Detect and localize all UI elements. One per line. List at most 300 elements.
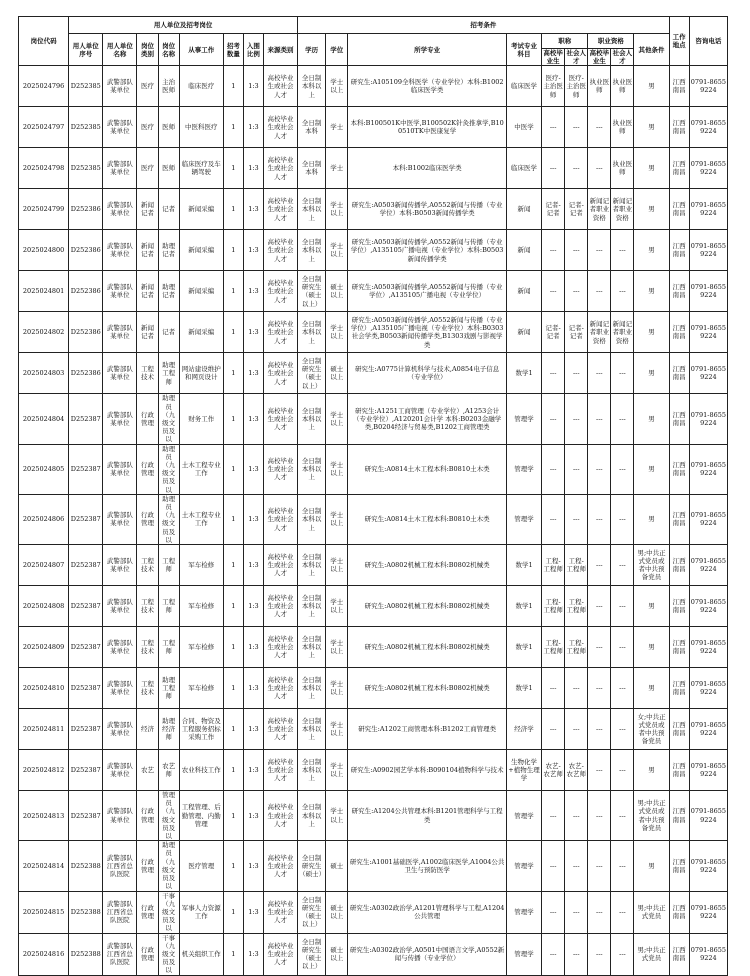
cell-post-type: 行政管理 bbox=[137, 841, 158, 891]
cell-count: 1 bbox=[223, 148, 243, 189]
cell-post-type: 行政管理 bbox=[137, 891, 158, 933]
cell-work-place: 江西南昌 bbox=[669, 841, 689, 891]
cell-source: 高校毕业生或社会人才 bbox=[263, 891, 297, 933]
cell-source: 高校毕业生或社会人才 bbox=[263, 545, 297, 586]
cell-cert-graduate: --- bbox=[588, 494, 611, 544]
table-header bbox=[19, 17, 728, 66]
cell-work-place: 江西南昌 bbox=[669, 394, 689, 444]
cell-title-social: --- bbox=[565, 148, 588, 189]
cell-other: 男;中共正式党员 bbox=[634, 891, 669, 933]
cell-unit-name: 武警部队某单位 bbox=[103, 107, 137, 148]
cell-phone: 0791-86559224 bbox=[689, 750, 727, 791]
cell-unit-name: 武警部队某单位 bbox=[103, 189, 137, 230]
cell-work-place: 江西南昌 bbox=[669, 933, 689, 975]
cell-unit-seq: D252387 bbox=[69, 627, 103, 668]
cell-title-social: 记者-记者 bbox=[565, 189, 588, 230]
cell-exam-subject: 新闻 bbox=[506, 230, 541, 271]
cell-other: 男 bbox=[634, 353, 669, 394]
cell-title-social: 农艺-农艺师 bbox=[565, 750, 588, 791]
cell-major: 研究生:A0302政治学,A1201管理科学与工程,A1204公共管理 bbox=[348, 891, 507, 933]
cell-count: 1 bbox=[223, 750, 243, 791]
cell-cert-graduate: 新闻记者职业资格 bbox=[588, 312, 611, 353]
cell-work-place: 江西南昌 bbox=[669, 444, 689, 494]
header-post-code: 岗位代码 bbox=[19, 17, 69, 66]
cell-title-social: 记者-记者 bbox=[565, 312, 588, 353]
cell-exam-subject: 管理学 bbox=[506, 933, 541, 975]
cell-ratio: 1:3 bbox=[243, 230, 263, 271]
cell-cert-social: --- bbox=[611, 586, 634, 627]
cell-post-name: 工程师 bbox=[158, 627, 179, 668]
cell-degree: 学士以上 bbox=[326, 394, 348, 444]
cell-phone: 0791-86559224 bbox=[689, 494, 727, 544]
cell-cert-social: --- bbox=[611, 394, 634, 444]
cell-post-type: 行政管理 bbox=[137, 933, 158, 975]
cell-other: 男 bbox=[634, 230, 669, 271]
cell-post-name: 干事（九级文员及以 bbox=[158, 933, 179, 975]
cell-title-graduate: 记者-记者 bbox=[542, 189, 565, 230]
cell-unit-name: 武警部队某单位 bbox=[103, 750, 137, 791]
cell-work: 军车检修 bbox=[179, 586, 223, 627]
cell-post-code: 2025024805 bbox=[19, 444, 69, 494]
cell-ratio: 1:3 bbox=[243, 933, 263, 975]
cell-exam-subject: 管理学 bbox=[506, 494, 541, 544]
cell-education: 全日制本科以上 bbox=[298, 668, 326, 709]
cell-phone: 0791-86559224 bbox=[689, 791, 727, 841]
recruitment-table-page bbox=[18, 16, 728, 976]
cell-work-place: 江西南昌 bbox=[669, 107, 689, 148]
cell-title-social: --- bbox=[565, 891, 588, 933]
cell-post-type: 工程技术 bbox=[137, 353, 158, 394]
table-row bbox=[19, 545, 728, 586]
cell-ratio: 1:3 bbox=[243, 586, 263, 627]
cell-degree: 学士 bbox=[326, 148, 348, 189]
cell-education: 全日制本科 bbox=[298, 107, 326, 148]
cell-unit-seq: D252387 bbox=[69, 494, 103, 544]
cell-other: 男 bbox=[634, 841, 669, 891]
cell-post-code: 2025024804 bbox=[19, 394, 69, 444]
cell-count: 1 bbox=[223, 312, 243, 353]
cell-unit-seq: D252386 bbox=[69, 353, 103, 394]
cell-count: 1 bbox=[223, 230, 243, 271]
cell-ratio: 1:3 bbox=[243, 271, 263, 312]
cell-cert-graduate: --- bbox=[588, 668, 611, 709]
cell-ratio: 1:3 bbox=[243, 545, 263, 586]
cell-education: 全日制研究生（硕士以上） bbox=[298, 271, 326, 312]
cell-unit-name: 武警部队某单位 bbox=[103, 271, 137, 312]
header-phone: 咨询电话 bbox=[689, 17, 727, 66]
cell-major: 本科:B100501K中医学,B100502K针灸推拿学,B100510TK中医康复学 bbox=[348, 107, 507, 148]
cell-ratio: 1:3 bbox=[243, 668, 263, 709]
cell-phone: 0791-86559224 bbox=[689, 668, 727, 709]
cell-major: 研究生:A0302政治学,A0501中国语言文学,A0552新闻与传播（专业学位） bbox=[348, 933, 507, 975]
cell-phone: 0791-86559224 bbox=[689, 66, 727, 107]
cell-title-graduate: --- bbox=[542, 791, 565, 841]
cell-unit-seq: D252387 bbox=[69, 545, 103, 586]
cell-title-graduate: 医疗-主治医师 bbox=[542, 66, 565, 107]
cell-unit-seq: D252387 bbox=[69, 709, 103, 750]
cell-unit-seq: D252385 bbox=[69, 107, 103, 148]
cell-unit-seq: D252385 bbox=[69, 66, 103, 107]
cell-major: 研究生:A0802机械工程本科:B0802机械类 bbox=[348, 586, 507, 627]
cell-degree: 学士以上 bbox=[326, 627, 348, 668]
cell-post-name: 助理员（九级文员及以 bbox=[158, 444, 179, 494]
cell-education: 全日制本科以上 bbox=[298, 627, 326, 668]
header-work: 从事工作 bbox=[179, 34, 223, 66]
cell-cert-graduate: --- bbox=[588, 394, 611, 444]
cell-unit-name: 武警部队某单位 bbox=[103, 353, 137, 394]
cell-cert-graduate: --- bbox=[588, 709, 611, 750]
cell-cert-graduate: --- bbox=[588, 545, 611, 586]
cell-title-graduate: 工程-工程师 bbox=[542, 627, 565, 668]
cell-post-type: 农艺 bbox=[137, 750, 158, 791]
cell-work: 合同、物资及工程服务招标采购工作 bbox=[179, 709, 223, 750]
cell-source: 高校毕业生或社会人才 bbox=[263, 353, 297, 394]
cell-unit-seq: D252387 bbox=[69, 668, 103, 709]
cell-other: 男 bbox=[634, 148, 669, 189]
cell-title-social: --- bbox=[565, 444, 588, 494]
cell-post-name: 助理记者 bbox=[158, 271, 179, 312]
table-body bbox=[19, 66, 728, 975]
cell-source: 高校毕业生或社会人才 bbox=[263, 394, 297, 444]
cell-exam-subject: 新闻 bbox=[506, 271, 541, 312]
table-row bbox=[19, 271, 728, 312]
cell-work: 土木工程专业工作 bbox=[179, 494, 223, 544]
cell-source: 高校毕业生或社会人才 bbox=[263, 750, 297, 791]
cell-post-type: 行政管理 bbox=[137, 444, 158, 494]
cell-degree: 学士以上 bbox=[326, 668, 348, 709]
cell-source: 高校毕业生或社会人才 bbox=[263, 189, 297, 230]
cell-title-graduate: --- bbox=[542, 271, 565, 312]
cell-cert-graduate: --- bbox=[588, 230, 611, 271]
cell-degree: 学士以上 bbox=[326, 444, 348, 494]
cell-unit-name: 武警部队某单位 bbox=[103, 545, 137, 586]
cell-title-social: --- bbox=[565, 841, 588, 891]
cell-source: 高校毕业生或社会人才 bbox=[263, 312, 297, 353]
cell-unit-name: 武警部队某单位 bbox=[103, 444, 137, 494]
cell-title-social: --- bbox=[565, 791, 588, 841]
cell-phone: 0791-86559224 bbox=[689, 545, 727, 586]
cell-work-place: 江西南昌 bbox=[669, 189, 689, 230]
cell-ratio: 1:3 bbox=[243, 312, 263, 353]
cell-unit-seq: D252387 bbox=[69, 444, 103, 494]
table-row bbox=[19, 66, 728, 107]
header-title-graduate: 高校毕业生 bbox=[543, 49, 563, 66]
cell-title-social: --- bbox=[565, 668, 588, 709]
cell-count: 1 bbox=[223, 586, 243, 627]
cell-unit-seq: D252386 bbox=[69, 189, 103, 230]
cell-exam-subject: 数学1 bbox=[506, 668, 541, 709]
cell-unit-name: 武警部队某单位 bbox=[103, 668, 137, 709]
table-row bbox=[19, 189, 728, 230]
cell-title-social: 工程-工程师 bbox=[565, 545, 588, 586]
cell-title-graduate: 记者-记者 bbox=[542, 312, 565, 353]
cell-title-social: 工程-工程师 bbox=[565, 627, 588, 668]
cell-source: 高校毕业生或社会人才 bbox=[263, 230, 297, 271]
cell-other: 男 bbox=[634, 107, 669, 148]
header-title-group: 职称 bbox=[542, 34, 588, 49]
cell-work-place: 江西南昌 bbox=[669, 891, 689, 933]
header-post-name: 岗位名称 bbox=[158, 34, 179, 66]
recruitment-table bbox=[18, 16, 728, 976]
cell-work-place: 江西南昌 bbox=[669, 230, 689, 271]
cell-work-place: 江西南昌 bbox=[669, 791, 689, 841]
table-row bbox=[19, 627, 728, 668]
cell-post-type: 工程技术 bbox=[137, 586, 158, 627]
cell-post-code: 2025024800 bbox=[19, 230, 69, 271]
cell-cert-graduate: --- bbox=[588, 353, 611, 394]
cell-title-graduate: --- bbox=[542, 107, 565, 148]
cell-major: 研究生:A0802机械工程本科:B0802机械类 bbox=[348, 627, 507, 668]
cell-work: 新闻采编 bbox=[179, 230, 223, 271]
cell-education: 全日制本科以上 bbox=[298, 189, 326, 230]
cell-phone: 0791-86559224 bbox=[689, 394, 727, 444]
cell-phone: 0791-86559224 bbox=[689, 841, 727, 891]
cell-unit-name: 武警部队某单位 bbox=[103, 230, 137, 271]
header-unit-name: 用人单位名称 bbox=[103, 34, 137, 66]
cell-title-graduate: 工程-工程师 bbox=[542, 586, 565, 627]
cell-title-graduate: 工程-工程师 bbox=[542, 545, 565, 586]
cell-exam-subject: 临床医学 bbox=[506, 148, 541, 189]
cell-post-type: 医疗 bbox=[137, 148, 158, 189]
cell-post-code: 2025024799 bbox=[19, 189, 69, 230]
cell-other: 男 bbox=[634, 271, 669, 312]
cell-work: 网站建设维护和网页设计 bbox=[179, 353, 223, 394]
cell-other: 男;中共正式党员或者中共预备党员 bbox=[634, 791, 669, 841]
cell-work-place: 江西南昌 bbox=[669, 148, 689, 189]
table-row bbox=[19, 230, 728, 271]
cell-unit-seq: D252386 bbox=[69, 230, 103, 271]
table-row bbox=[19, 444, 728, 494]
cell-exam-subject: 数学1 bbox=[506, 545, 541, 586]
cell-work: 财务工作 bbox=[179, 394, 223, 444]
cell-cert-graduate: --- bbox=[588, 791, 611, 841]
cell-cert-graduate: 执业医师 bbox=[588, 66, 611, 107]
cell-major: 研究生:A0802机械工程本科:B0802机械类 bbox=[348, 545, 507, 586]
cell-cert-social: 新闻记者职业资格 bbox=[611, 312, 634, 353]
cell-cert-social: 新闻记者职业资格 bbox=[611, 189, 634, 230]
cell-ratio: 1:3 bbox=[243, 891, 263, 933]
cell-work-place: 江西南昌 bbox=[669, 353, 689, 394]
cell-cert-graduate: 新闻记者职业资格 bbox=[588, 189, 611, 230]
cell-cert-social: --- bbox=[611, 668, 634, 709]
cell-education: 全日制本科以上 bbox=[298, 394, 326, 444]
cell-work-place: 江西南昌 bbox=[669, 586, 689, 627]
table-row bbox=[19, 791, 728, 841]
cell-degree: 硕士以上 bbox=[326, 353, 348, 394]
cell-work: 新闻采编 bbox=[179, 271, 223, 312]
cell-exam-subject: 管理学 bbox=[506, 891, 541, 933]
cell-cert-social: --- bbox=[611, 444, 634, 494]
cell-work: 临床医疗 bbox=[179, 66, 223, 107]
cell-post-name: 工程师 bbox=[158, 545, 179, 586]
cell-ratio: 1:3 bbox=[243, 394, 263, 444]
table-row bbox=[19, 709, 728, 750]
cell-post-code: 2025024816 bbox=[19, 933, 69, 975]
cell-work: 军车检修 bbox=[179, 668, 223, 709]
cell-education: 全日制本科 bbox=[298, 148, 326, 189]
cell-post-name: 主治医师 bbox=[158, 66, 179, 107]
header-post-type: 岗位类别 bbox=[137, 34, 158, 66]
cell-major: 研究生:A0503新闻传播学,A0552新闻与传播（专业学位）,A135105广播电视（专业学位）本科:B0303社会学类,B0503新闻传播学类,B1303戏剧与影视学类 bbox=[348, 312, 507, 353]
cell-count: 1 bbox=[223, 545, 243, 586]
cell-cert-graduate: --- bbox=[588, 891, 611, 933]
cell-title-graduate: --- bbox=[542, 394, 565, 444]
cell-exam-subject: 管理学 bbox=[506, 791, 541, 841]
cell-source: 高校毕业生或社会人才 bbox=[263, 627, 297, 668]
cell-degree: 学士以上 bbox=[326, 586, 348, 627]
cell-title-social: --- bbox=[565, 494, 588, 544]
cell-degree: 学士以上 bbox=[326, 545, 348, 586]
header-group-conditions: 招考条件 bbox=[298, 17, 670, 34]
cell-post-type: 医疗 bbox=[137, 66, 158, 107]
cell-post-code: 2025024812 bbox=[19, 750, 69, 791]
cell-count: 1 bbox=[223, 66, 243, 107]
table-row bbox=[19, 668, 728, 709]
cell-other: 男;中共正式党员或者中共预备党员 bbox=[634, 545, 669, 586]
cell-other: 男;中共正式党员 bbox=[634, 933, 669, 975]
cell-title-graduate: --- bbox=[542, 668, 565, 709]
cell-unit-name: 武警部队江西省总队医院 bbox=[103, 841, 137, 891]
cell-cert-graduate: --- bbox=[588, 444, 611, 494]
cell-count: 1 bbox=[223, 891, 243, 933]
cell-post-name: 助理员（九级文员及以 bbox=[158, 841, 179, 891]
cell-title-social: 工程-工程师 bbox=[565, 586, 588, 627]
cell-cert-social: 执业医师 bbox=[611, 148, 634, 189]
cell-unit-name: 武警部队某单位 bbox=[103, 494, 137, 544]
cell-major: 研究生:A0902园艺学本科:B090104植物科学与技术 bbox=[348, 750, 507, 791]
cell-post-name: 农艺师 bbox=[158, 750, 179, 791]
header-degree: 学位 bbox=[326, 34, 348, 66]
cell-exam-subject: 数学1 bbox=[506, 353, 541, 394]
cell-other: 男 bbox=[634, 312, 669, 353]
cell-education: 全日制本科以上 bbox=[298, 709, 326, 750]
cell-phone: 0791-86559224 bbox=[689, 709, 727, 750]
cell-phone: 0791-86559224 bbox=[689, 148, 727, 189]
cell-title-social: 医疗-主治医师 bbox=[565, 66, 588, 107]
cell-ratio: 1:3 bbox=[243, 66, 263, 107]
cell-cert-graduate: --- bbox=[588, 586, 611, 627]
cell-post-code: 2025024811 bbox=[19, 709, 69, 750]
cell-cert-graduate: --- bbox=[588, 933, 611, 975]
cell-major: 研究生:A0503新闻传播学,A0552新闻与传播（专业学位）,A135105广播电视（专业学位）本科:B0503新闻传播学类 bbox=[348, 230, 507, 271]
header-exam-subject: 考试专业科目 bbox=[506, 34, 541, 66]
header-cert-social: 社会人才 bbox=[612, 49, 633, 66]
cell-source: 高校毕业生或社会人才 bbox=[263, 148, 297, 189]
cell-unit-name: 武警部队某单位 bbox=[103, 586, 137, 627]
cell-source: 高校毕业生或社会人才 bbox=[263, 444, 297, 494]
cell-work: 农业科技工作 bbox=[179, 750, 223, 791]
cell-other: 男 bbox=[634, 627, 669, 668]
cell-major: 研究生:A0503新闻传播学,A0552新闻与传播（专业学位）本科:B0503新闻传播学类 bbox=[348, 189, 507, 230]
cell-major: 研究生:A105109全科医学（专业学位）本科:B1002临床医学类 bbox=[348, 66, 507, 107]
cell-exam-subject: 生物化学+植物生理学 bbox=[506, 750, 541, 791]
cell-cert-social: --- bbox=[611, 841, 634, 891]
cell-cert-social: --- bbox=[611, 230, 634, 271]
cell-degree: 学士以上 bbox=[326, 189, 348, 230]
cell-post-name: 助理工程师 bbox=[158, 353, 179, 394]
cell-work: 临床医疗及车辆驾驶 bbox=[179, 148, 223, 189]
cell-work: 工程管理、后勤管理、内勤管理 bbox=[179, 791, 223, 841]
cell-post-code: 2025024808 bbox=[19, 586, 69, 627]
cell-work: 军车检修 bbox=[179, 627, 223, 668]
cell-phone: 0791-86559224 bbox=[689, 353, 727, 394]
cell-work: 军事人力资源工作 bbox=[179, 891, 223, 933]
cell-post-name: 记者 bbox=[158, 189, 179, 230]
header-count: 招考数量 bbox=[223, 34, 243, 66]
cell-cert-social: --- bbox=[611, 933, 634, 975]
cell-major: 本科:B1002临床医学类 bbox=[348, 148, 507, 189]
header-other: 其他条件 bbox=[634, 34, 669, 66]
cell-post-name: 助理工程师 bbox=[158, 668, 179, 709]
header-ratio: 入围比例 bbox=[243, 34, 263, 66]
cell-cert-social: 执业医师 bbox=[611, 66, 634, 107]
cell-ratio: 1:3 bbox=[243, 791, 263, 841]
cell-exam-subject: 中医学 bbox=[506, 107, 541, 148]
cell-post-type: 新闻记者 bbox=[137, 230, 158, 271]
cell-unit-seq: D252387 bbox=[69, 750, 103, 791]
cell-degree: 硕士 bbox=[326, 841, 348, 891]
cell-work-place: 江西南昌 bbox=[669, 545, 689, 586]
cell-source: 高校毕业生或社会人才 bbox=[263, 841, 297, 891]
cell-source: 高校毕业生或社会人才 bbox=[263, 709, 297, 750]
cell-education: 全日制本科以上 bbox=[298, 66, 326, 107]
cell-education: 全日制本科以上 bbox=[298, 586, 326, 627]
cell-unit-seq: D252387 bbox=[69, 394, 103, 444]
cell-work: 医疗管理 bbox=[179, 841, 223, 891]
cell-ratio: 1:3 bbox=[243, 107, 263, 148]
header-source: 来源类别 bbox=[263, 34, 297, 66]
cell-title-graduate: --- bbox=[542, 709, 565, 750]
cell-post-type: 新闻记者 bbox=[137, 312, 158, 353]
cell-count: 1 bbox=[223, 107, 243, 148]
cell-other: 男 bbox=[634, 494, 669, 544]
cell-post-code: 2025024813 bbox=[19, 791, 69, 841]
table-row bbox=[19, 353, 728, 394]
cell-count: 1 bbox=[223, 791, 243, 841]
cell-unit-name: 武警部队某单位 bbox=[103, 627, 137, 668]
cell-count: 1 bbox=[223, 668, 243, 709]
cell-education: 全日制研究生（硕士以上） bbox=[298, 891, 326, 933]
cell-post-name: 助理员（九级文员及以 bbox=[158, 394, 179, 444]
cell-major: 研究生:A1204公共管理本科:B1201管理科学与工程类 bbox=[348, 791, 507, 841]
cell-phone: 0791-86559224 bbox=[689, 933, 727, 975]
cell-major: 研究生:A1001基础医学,A1002临床医学,A1004公共卫生与预防医学 bbox=[348, 841, 507, 891]
cell-count: 1 bbox=[223, 444, 243, 494]
cell-phone: 0791-86559224 bbox=[689, 586, 727, 627]
cell-degree: 学士以上 bbox=[326, 312, 348, 353]
cell-degree: 学士以上 bbox=[326, 709, 348, 750]
cell-post-type: 工程技术 bbox=[137, 627, 158, 668]
cell-ratio: 1:3 bbox=[243, 627, 263, 668]
cell-unit-seq: D252386 bbox=[69, 271, 103, 312]
cell-other: 男 bbox=[634, 66, 669, 107]
cell-phone: 0791-86559224 bbox=[689, 230, 727, 271]
cell-unit-seq: D252388 bbox=[69, 933, 103, 975]
cell-phone: 0791-86559224 bbox=[689, 271, 727, 312]
cell-work: 中医科医疗 bbox=[179, 107, 223, 148]
header-title-social: 社会人才 bbox=[566, 49, 586, 66]
cell-cert-graduate: --- bbox=[588, 841, 611, 891]
cell-ratio: 1:3 bbox=[243, 148, 263, 189]
cell-ratio: 1:3 bbox=[243, 189, 263, 230]
cell-title-social: --- bbox=[565, 230, 588, 271]
cell-title-social: --- bbox=[565, 353, 588, 394]
cell-phone: 0791-86559224 bbox=[689, 627, 727, 668]
cell-post-code: 2025024801 bbox=[19, 271, 69, 312]
cell-unit-name: 武警部队某单位 bbox=[103, 394, 137, 444]
cell-source: 高校毕业生或社会人才 bbox=[263, 668, 297, 709]
cell-cert-social: --- bbox=[611, 627, 634, 668]
